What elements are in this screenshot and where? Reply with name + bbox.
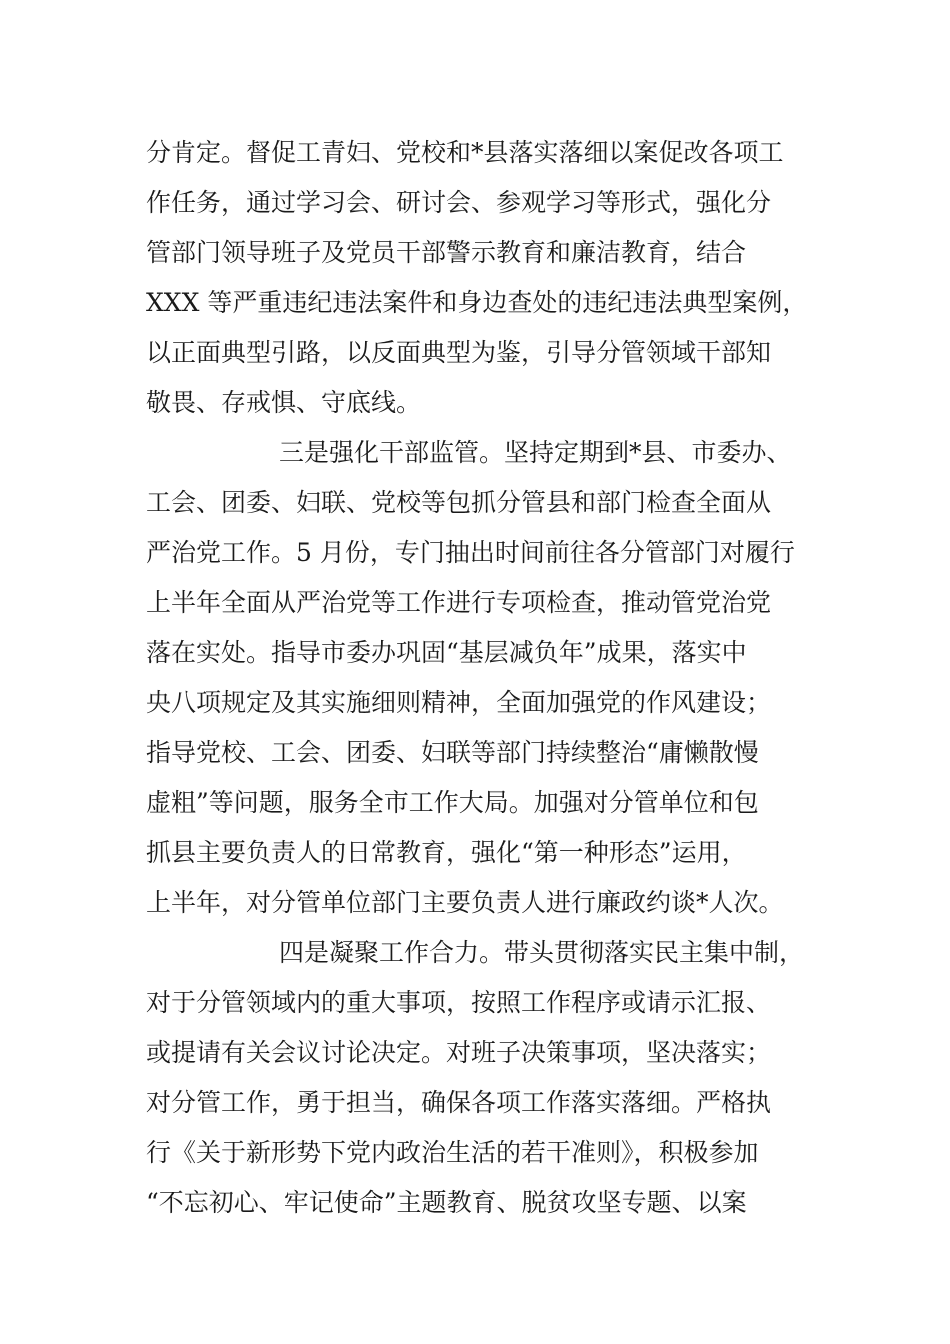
text-line: 管部门领导班子及党员干部警示教育和廉洁教育，结合	[146, 238, 747, 267]
text-line: 分肯定。督促工青妇、党校和*县落实落细以案促改各项工	[146, 138, 784, 167]
text-line: 工会、团委、妇联、党校等包抓分管县和部门检查全面从	[146, 488, 772, 517]
text-line: 或提请有关会议讨论决定。对班子决策事项，坚决落实；	[146, 1038, 772, 1067]
paragraph-start-line: 三是强化干部监管。坚持定期到*县、市委办、	[279, 438, 792, 467]
paragraph-start-line: 四是凝聚工作合力。带头贯彻落实民主集中制，	[279, 938, 805, 967]
text-line: 落在实处。指导市委办巩固“基层减负年”成果，落实中	[146, 638, 747, 667]
text-line: 虚粗”等问题，服务全市工作大局。加强对分管单位和包	[146, 788, 759, 817]
text-line: 敬畏、存戒惧、守底线。	[146, 388, 422, 417]
text-line: 作任务，通过学习会、研讨会、参观学习等形式，强化分	[146, 188, 772, 217]
text-line: 行《关于新形势下党内政治生活的若干准则》，积极参加	[146, 1138, 759, 1167]
text-line: 央八项规定及其实施细则精神，全面加强党的作风建设；	[146, 688, 772, 717]
text-line: 抓县主要负责人的日常教育，强化“第一种形态”运用，	[146, 838, 747, 867]
text-line: 严治党工作。5 月份，专门抽出时间前往各分管部门对履行	[146, 538, 795, 567]
document-body	[146, 128, 846, 1228]
text-line: 对分管工作，勇于担当，确保各项工作落实落细。严格执	[146, 1088, 772, 1117]
text-line: “不忘初心、牢记使命”主题教育、脱贫攻坚专题、以案	[146, 1188, 747, 1217]
text-line: 指导党校、工会、团委、妇联等部门持续整治“庸懒散慢	[146, 738, 759, 767]
text-line: 上半年全面从严治党等工作进行专项检查，推动管党治党	[146, 588, 772, 617]
text-line: XXX 等严重违纪违法案件和身边查处的违纪违法典型案例，	[146, 288, 808, 317]
text-line: 对于分管领域内的重大事项，按照工作程序或请示汇报、	[146, 988, 772, 1017]
text-line: 以正面典型引路，以反面典型为鉴，引导分管领域干部知	[146, 338, 772, 367]
text-line: 上半年，对分管单位部门主要负责人进行廉政约谈*人次。	[146, 888, 784, 917]
